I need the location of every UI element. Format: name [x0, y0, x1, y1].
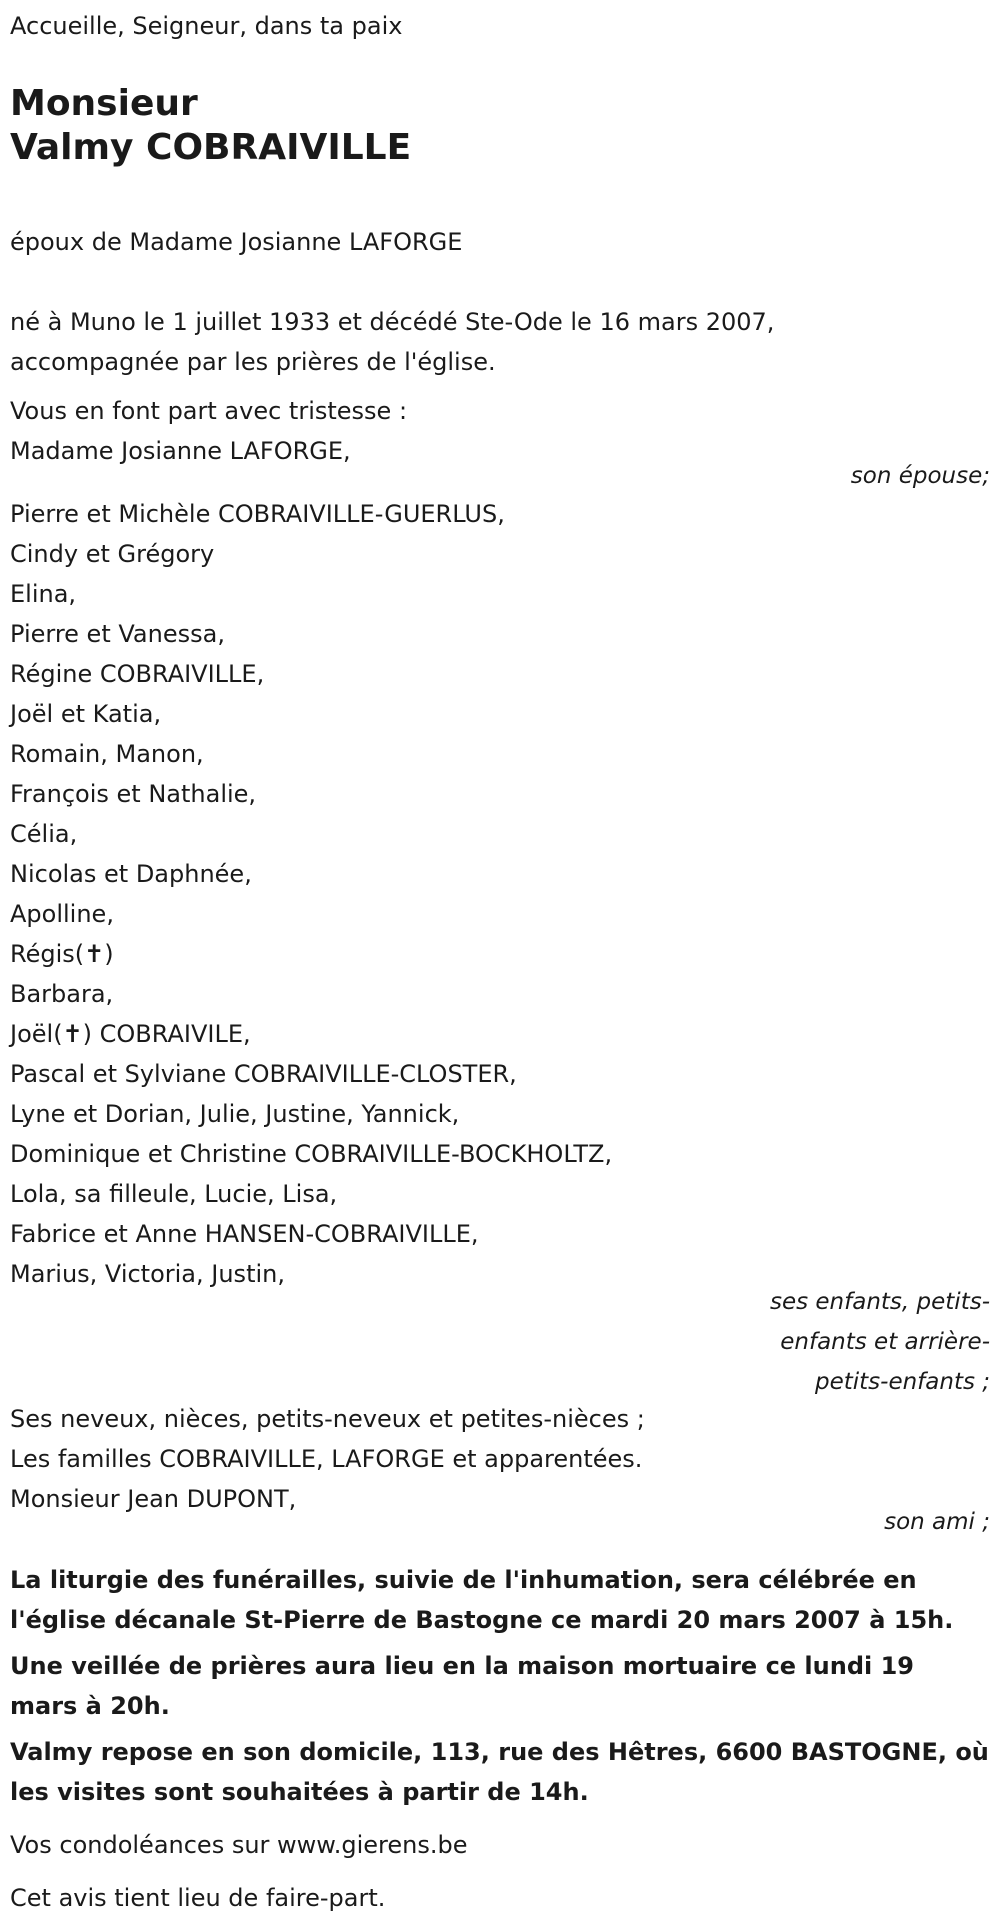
visitation-info [10, 1732, 989, 1812]
title-honorific: Monsieur [10, 83, 198, 124]
family-member-line: Romain, Manon, [10, 740, 204, 768]
children-role-line-3: petits-enfants ; [814, 1369, 990, 1395]
rest-line-2: les visites sont souhaitées à partir de 14h. [10, 1778, 589, 1806]
birth-death-info [10, 302, 774, 382]
closing-line: Cet avis tient lieu de faire-part. [10, 1884, 386, 1912]
announcement [10, 391, 407, 471]
family-member-line: Elina, [10, 580, 77, 608]
others-line-3: Monsieur Jean DUPONT, [10, 1485, 297, 1513]
friend-role: son ami ; [884, 1509, 990, 1535]
title-name: Valmy COBRAIVILLE [10, 127, 412, 168]
announce-line-1: Vous en font part avec tristesse : [10, 397, 408, 425]
others-line-2: Les familles COBRAIVILLE, LAFORGE et apparentées. [10, 1445, 643, 1473]
family-member-line: Lola, sa filleule, Lucie, Lisa, [10, 1180, 338, 1208]
family-member-line: Joël et Katia, [10, 700, 162, 728]
funeral-line-2: l'église décanale St-Pierre de Bastogne ce mardi 20 mars 2007 à 15h. [10, 1606, 954, 1634]
family-member-line: Dominique et Christine COBRAIVILLE-BOCKHOLTZ, [10, 1140, 613, 1168]
opening-prayer: Accueille, Seigneur, dans ta paix [10, 12, 403, 40]
family-member-line: Nicolas et Daphnée, [10, 860, 252, 888]
deceased-title [10, 82, 411, 170]
family-member-line: Barbara, [10, 980, 114, 1008]
family-member-line: Pascal et Sylviane COBRAIVILLE-CLOSTER, [10, 1060, 517, 1088]
rest-line-1: Valmy repose en son domicile, 113, rue des Hêtres, 6600 BASTOGNE, où [10, 1738, 989, 1766]
family-member-line: Marius, Victoria, Justin, [10, 1260, 285, 1288]
family-member-line: Joël(✝) COBRAIVILE, [10, 1020, 251, 1048]
vigil-line-1: Une veillée de prières aura lieu en la maison mortuaire ce lundi 19 [10, 1652, 914, 1680]
vigil-info [10, 1646, 985, 1726]
family-member-line: Pierre et Vanessa, [10, 620, 225, 648]
family-member-line: Pierre et Michèle COBRAIVILLE-GUERLUS, [10, 500, 505, 528]
birth-line-2: accompagnée par les prières de l'église. [10, 348, 496, 376]
children-list [10, 494, 612, 1294]
condolences-line: Vos condoléances sur www.gierens.be [10, 1831, 468, 1859]
family-member-line: Cindy et Grégory [10, 540, 215, 568]
children-role [770, 1282, 990, 1402]
children-role-line-1: ses enfants, petits- [769, 1289, 990, 1315]
family-member-line: Fabrice et Anne HANSEN-COBRAIVILLE, [10, 1220, 479, 1248]
funeral-line-1: La liturgie des funérailles, suivie de l'inhumation, sera célébrée en [10, 1566, 917, 1594]
spouse-line: époux de Madame Josianne LAFORGE [10, 228, 463, 256]
family-member-line: Régine COBRAIVILLE, [10, 660, 265, 688]
birth-line-1: né à Muno le 1 juillet 1933 et décédé Ste-Ode le 16 mars 2007, [10, 308, 775, 336]
family-member-line: Célia, [10, 820, 78, 848]
children-role-line-2: enfants et arrière- [780, 1329, 990, 1355]
funeral-info [10, 1560, 985, 1640]
family-member-line: Régis(✝) [10, 940, 114, 968]
spouse-role: son épouse; [850, 463, 990, 489]
family-member-line: François et Nathalie, [10, 780, 257, 808]
family-member-line: Lyne et Dorian, Julie, Justine, Yannick, [10, 1100, 460, 1128]
vigil-line-2: mars à 20h. [10, 1692, 170, 1720]
other-relatives [10, 1399, 645, 1519]
announce-line-2: Madame Josianne LAFORGE, [10, 437, 351, 465]
family-member-line: Apolline, [10, 900, 114, 928]
others-line-1: Ses neveux, nièces, petits-neveux et petites-nièces ; [10, 1405, 645, 1433]
